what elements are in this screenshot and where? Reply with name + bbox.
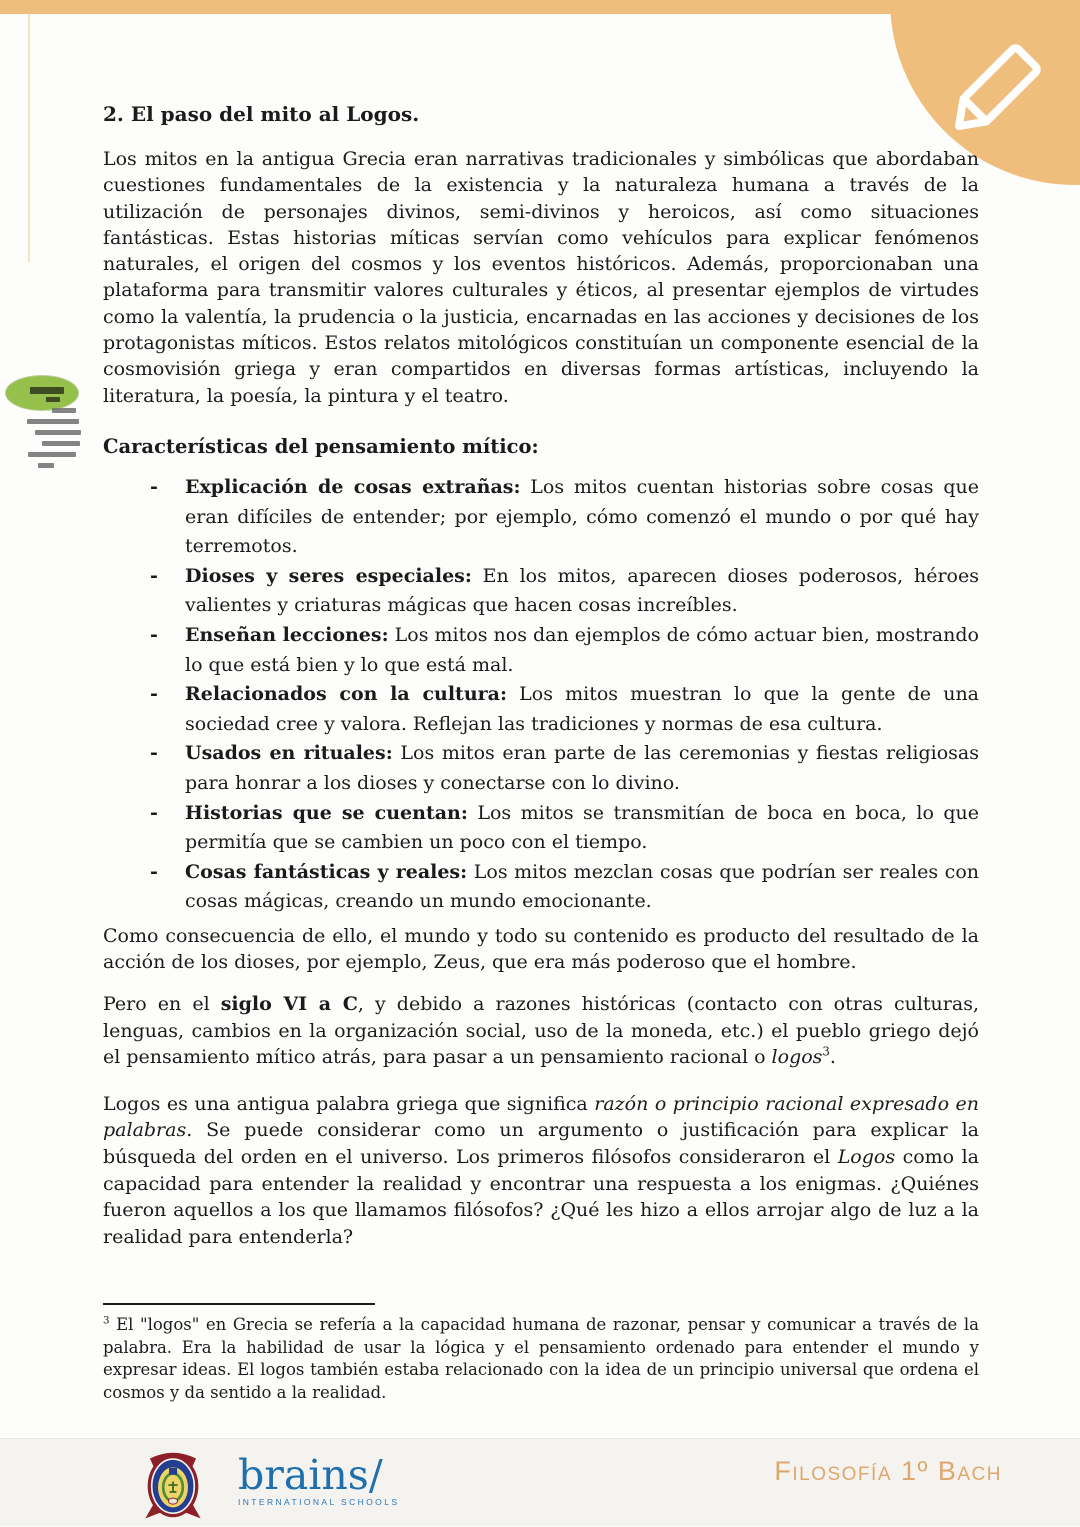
siglo-paragraph: Pero en el siglo VI a C, y debido a razones históricas (contacto con otras culturas, lenguas, cambios en la organización social, uso de la moneda, etc.) el pueblo griego dejó el pensamiento mítico atrás, para pasar a un pensamiento racional o logos$^3$. <box>103 993 979 1069</box>
characteristic-lead: Historias que se cuentan: <box>185 801 468 824</box>
characteristics-heading: Características del pensamiento mítico: <box>103 434 539 458</box>
bullet-dash: - <box>150 623 158 646</box>
school-crest-logo <box>138 1447 208 1527</box>
footnote-block <box>103 1303 979 1404</box>
characteristic-item <box>150 680 979 739</box>
brand-slash: / <box>368 1451 383 1499</box>
intro-paragraph: Los mitos en la antigua Grecia eran narrativas tradicionales y simbólicas que abordaban cuestiones fundamentales de la existencia y la naturaleza humana a través de la utilización de personajes divinos, semi-divinos y heroicos, así como situaciones fantásticas. Estas historias míticas servían como vehículos para explicar fenómenos naturales, el origen del cosmos y los eventos históricos. Además, proporcionaban una plataforma para transmitir valores culturales y éticos, al presentar ejemplos de virtudes como la valentía, la prudencia o la justicia, encarnadas en las acciones y decisiones de los protagonistas míticos. Estos relatos mitológicos constituían un componente esencial de la cosmovisión griega y eran compartidos en diversas formas artísticas, incluyendo la literatura, la poesía, la pintura y el teatro. <box>103 148 979 407</box>
course-label: Filosofía 1º Bach <box>774 1456 1002 1486</box>
bullet-dash: - <box>150 742 158 765</box>
footnote-divider <box>103 1303 375 1305</box>
section-title: 2. El paso del mito al Logos. <box>103 102 420 126</box>
characteristic-lead: Relacionados con la cultura: <box>185 683 507 706</box>
sticker-scribble <box>46 397 60 402</box>
document-page <box>103 100 979 1250</box>
characteristic-item <box>150 473 979 562</box>
characteristic-text: Los mitos nos dan ejemplos de cómo actuar bien, mostrando lo que está bien y lo que está mal. <box>185 623 979 676</box>
characteristic-item <box>150 621 979 680</box>
characteristic-lead: Usados en rituales: <box>185 742 393 765</box>
characteristic-text: Los mitos cuentan historias sobre cosas que eran difíciles de entender; por ejemplo, cómo comenzó el mundo o por qué hay terremotos. <box>185 475 979 558</box>
bullet-dash: - <box>150 801 158 824</box>
characteristic-item <box>150 739 979 798</box>
characteristic-text: Los mitos eran parte de las ceremonias y fiestas religiosas para honrar a los dioses y conectarse con lo divino. <box>185 742 980 794</box>
characteristic-item <box>150 562 979 621</box>
brand-text: brains <box>238 1451 369 1499</box>
characteristics-list <box>103 473 979 917</box>
characteristic-item <box>150 858 979 917</box>
sticker-scribble <box>30 387 64 394</box>
bullet-dash: - <box>150 564 158 587</box>
bullet-dash: - <box>150 683 158 706</box>
characteristic-lead: Dioses y seres especiales: <box>185 564 472 587</box>
bullet-dash: - <box>150 475 158 498</box>
characteristic-lead: Enseñan lecciones: <box>185 623 389 646</box>
logos-paragraph: Logos es una antigua palabra griega que significa razón o principio racional expresado en palabras. Se puede considerar como un argumento o justificación para explicar la búsqueda del orden en el universo. Los primeros filósofos consideraron el Logos como la capacidad para entender la realidad y encontrar una respuesta a los enigmas. ¿Quiénes fueron aquellos a los que llamamos filósofos? ¿Qué les hizo a ellos arrojar algo de luz a la realidad para entenderla? <box>103 1092 979 1248</box>
bullet-dash: - <box>150 860 158 883</box>
characteristic-text: Los mitos se transmitían de boca en boca, lo que permitía que se cambien un poco con el tiempo. <box>185 801 979 854</box>
annotation-sticker <box>6 376 78 410</box>
brains-wordmark <box>238 1451 400 1507</box>
brand-tagline: INTERNATIONAL SCHOOLS <box>238 1497 400 1507</box>
characteristic-lead: Explicación de cosas extrañas: <box>185 475 521 498</box>
characteristic-text: En los mitos, aparecen dioses poderosos, héroes valientes y criaturas mágicas que hacen cosas increíbles. <box>185 564 979 617</box>
consequence-paragraph: Como consecuencia de ello, el mundo y todo su contenido es producto del resultado de la acción de los dioses, por ejemplo, Zeus, que era más poderoso que el hombre. <box>103 924 979 974</box>
characteristic-text: Los mitos muestran lo que la gente de una sociedad cree y valora. Reflejan las tradiciones y normas de esa cultura. <box>185 683 980 735</box>
characteristic-lead: Cosas fantásticas y reales: <box>185 860 468 883</box>
left-accent-hairline <box>28 14 30 262</box>
characteristic-item <box>150 799 979 858</box>
characteristic-text: Los mitos mezclan cosas que podrían ser reales con cosas mágicas, creando un mundo emocionante. <box>185 860 980 913</box>
footnote-text: $^3$ El "logos" en Grecia se refería a la capacidad humana de razonar, pensar y comunicar a través de la palabra. Era la habilidad de usar la lógica y el pensamiento ordenado para entender el mundo y expresar ideas. El logos también estaba relacionado con la idea de un principio universal que ordena el cosmos y da sentido a la realidad. <box>103 1315 979 1402</box>
page-footer <box>0 1438 1080 1526</box>
